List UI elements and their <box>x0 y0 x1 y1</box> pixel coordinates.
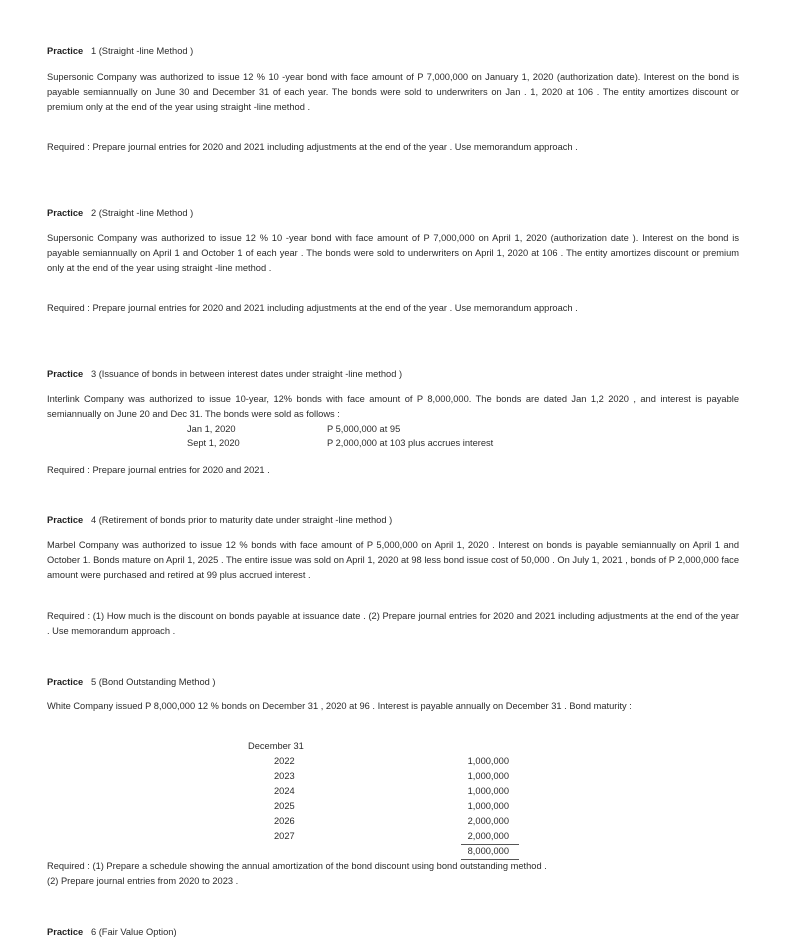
practice-title: Practice 3 (Issuance of bonds in between interest dates under straight -line method ) <box>47 369 403 379</box>
practice-required: Required : Prepare journal entries for 2020 and 2021 including adjustments at the end of the year . Use memorandum approach . <box>47 303 578 313</box>
schedule-amount: 2,000,000 <box>467 831 509 841</box>
schedule-row <box>47 769 739 784</box>
schedule-total-row <box>47 844 739 859</box>
schedule-amount: 1,000,000 <box>467 756 509 766</box>
practice-3 <box>47 367 739 382</box>
practice-body: White Company issued P 8,000,000 12 % bonds on December 31 , 2020 at 96 . Interest is payable annually on December 31 . Bond maturity : <box>47 701 632 711</box>
schedule-row <box>47 814 739 829</box>
sale-date: Jan 1, 2020 <box>187 424 236 434</box>
practice-required-2: (2) Prepare journal entries from 2020 to 2023 . <box>47 876 239 886</box>
practice-2 <box>47 206 739 221</box>
sale-detail: P 5,000,000 at 95 <box>327 424 401 434</box>
schedule-total: 8,000,000 <box>467 846 509 856</box>
sale-row <box>47 436 739 451</box>
schedule-year: 2024 <box>274 786 295 796</box>
schedule-amount: 1,000,000 <box>467 786 509 796</box>
practice-required: Required : Prepare journal entries for 2020 and 2021 . <box>47 465 270 475</box>
practice-title: Practice 1 (Straight -line Method ) <box>47 46 194 56</box>
practice-title: Practice 4 (Retirement of bonds prior to maturity date under straight -line method ) <box>47 515 393 525</box>
practice-required: Required : (1) How much is the discount on bonds payable at issuance date . (2) Prepare journal entries for 2020 and 2021 including adjustments at the end of the year . Use memorandum approach . <box>47 611 739 636</box>
schedule-header: December 31 <box>248 741 304 751</box>
schedule-year: 2022 <box>274 756 295 766</box>
schedule-row <box>47 829 739 844</box>
schedule-row <box>47 784 739 799</box>
schedule-amount: 1,000,000 <box>467 801 509 811</box>
practice-4 <box>47 513 739 528</box>
sale-row <box>47 422 739 437</box>
schedule-amount: 2,000,000 <box>467 816 509 826</box>
sale-date: Sept 1, 2020 <box>187 438 240 448</box>
schedule-row <box>47 754 739 769</box>
practice-body: Interlink Company was authorized to issue 10-year, 12% bonds with face amount of P 8,000,000. The bonds are dated Jan 1,2 2020 , and interest is payable semiannually on June 20 and Dec 31. The bonds were sold as follows : <box>47 394 739 419</box>
practice-5 <box>47 675 739 690</box>
practice-1 <box>47 44 739 59</box>
schedule-year: 2026 <box>274 816 295 826</box>
practice-body: Supersonic Company was authorized to issue 12 % 10 -year bond with face amount of P 7,000,000 on January 1, 2020 (authorization date). Interest on the bond is payable semiannually on June 30 and December 31 of each year. The bonds were sold to underwriters on Jan . 1, 2020 at 106 . The entity amortizes discount or premium only at the end of the year using straight -line method . <box>47 72 739 112</box>
practice-title: Practice 6 (Fair Value Option) <box>47 927 177 937</box>
schedule-row <box>47 799 739 814</box>
practice-title: Practice 2 (Straight -line Method ) <box>47 208 194 218</box>
practice-body: Supersonic Company was authorized to issue 12 % 10 -year bond with face amount of P 7,000,000 on April 1, 2020 (authorization date ). Interest on the bond is payable semiannually on April 1 and October 1 of each year . The bonds were sold to underwriters on April 1, 2020 at 106 . The entity amortizes discount or premium only at the end of the year using straight -line method . <box>47 233 739 273</box>
practice-required: Required : (1) Prepare a schedule showing the annual amortization of the bond discount using bond outstanding method . <box>47 861 547 871</box>
practice-title: Practice 5 (Bond Outstanding Method ) <box>47 677 216 687</box>
schedule-amount: 1,000,000 <box>467 771 509 781</box>
schedule-year: 2025 <box>274 801 295 811</box>
schedule-year: 2027 <box>274 831 295 841</box>
practice-6 <box>47 925 739 940</box>
practice-required: Required : Prepare journal entries for 2020 and 2021 including adjustments at the end of the year . Use memorandum approach . <box>47 142 578 152</box>
practice-body: Marbel Company was authorized to issue 12 % bonds with face amount of P 5,000,000 on April 1, 2020 . Interest on bonds is payable semiannually on April 1 and October 1. Bonds mature on April 1, 2025 . The entire issue was sold on April 1, 2020 at 98 less bond issue cost of 50,000 . On July 1, 2021 , bonds of P 2,000,000 face amount were purchased and retired at 99 plus accrued interest . <box>47 540 739 580</box>
schedule-year: 2023 <box>274 771 295 781</box>
sale-detail: P 2,000,000 at 103 plus accrues interest <box>327 438 494 448</box>
